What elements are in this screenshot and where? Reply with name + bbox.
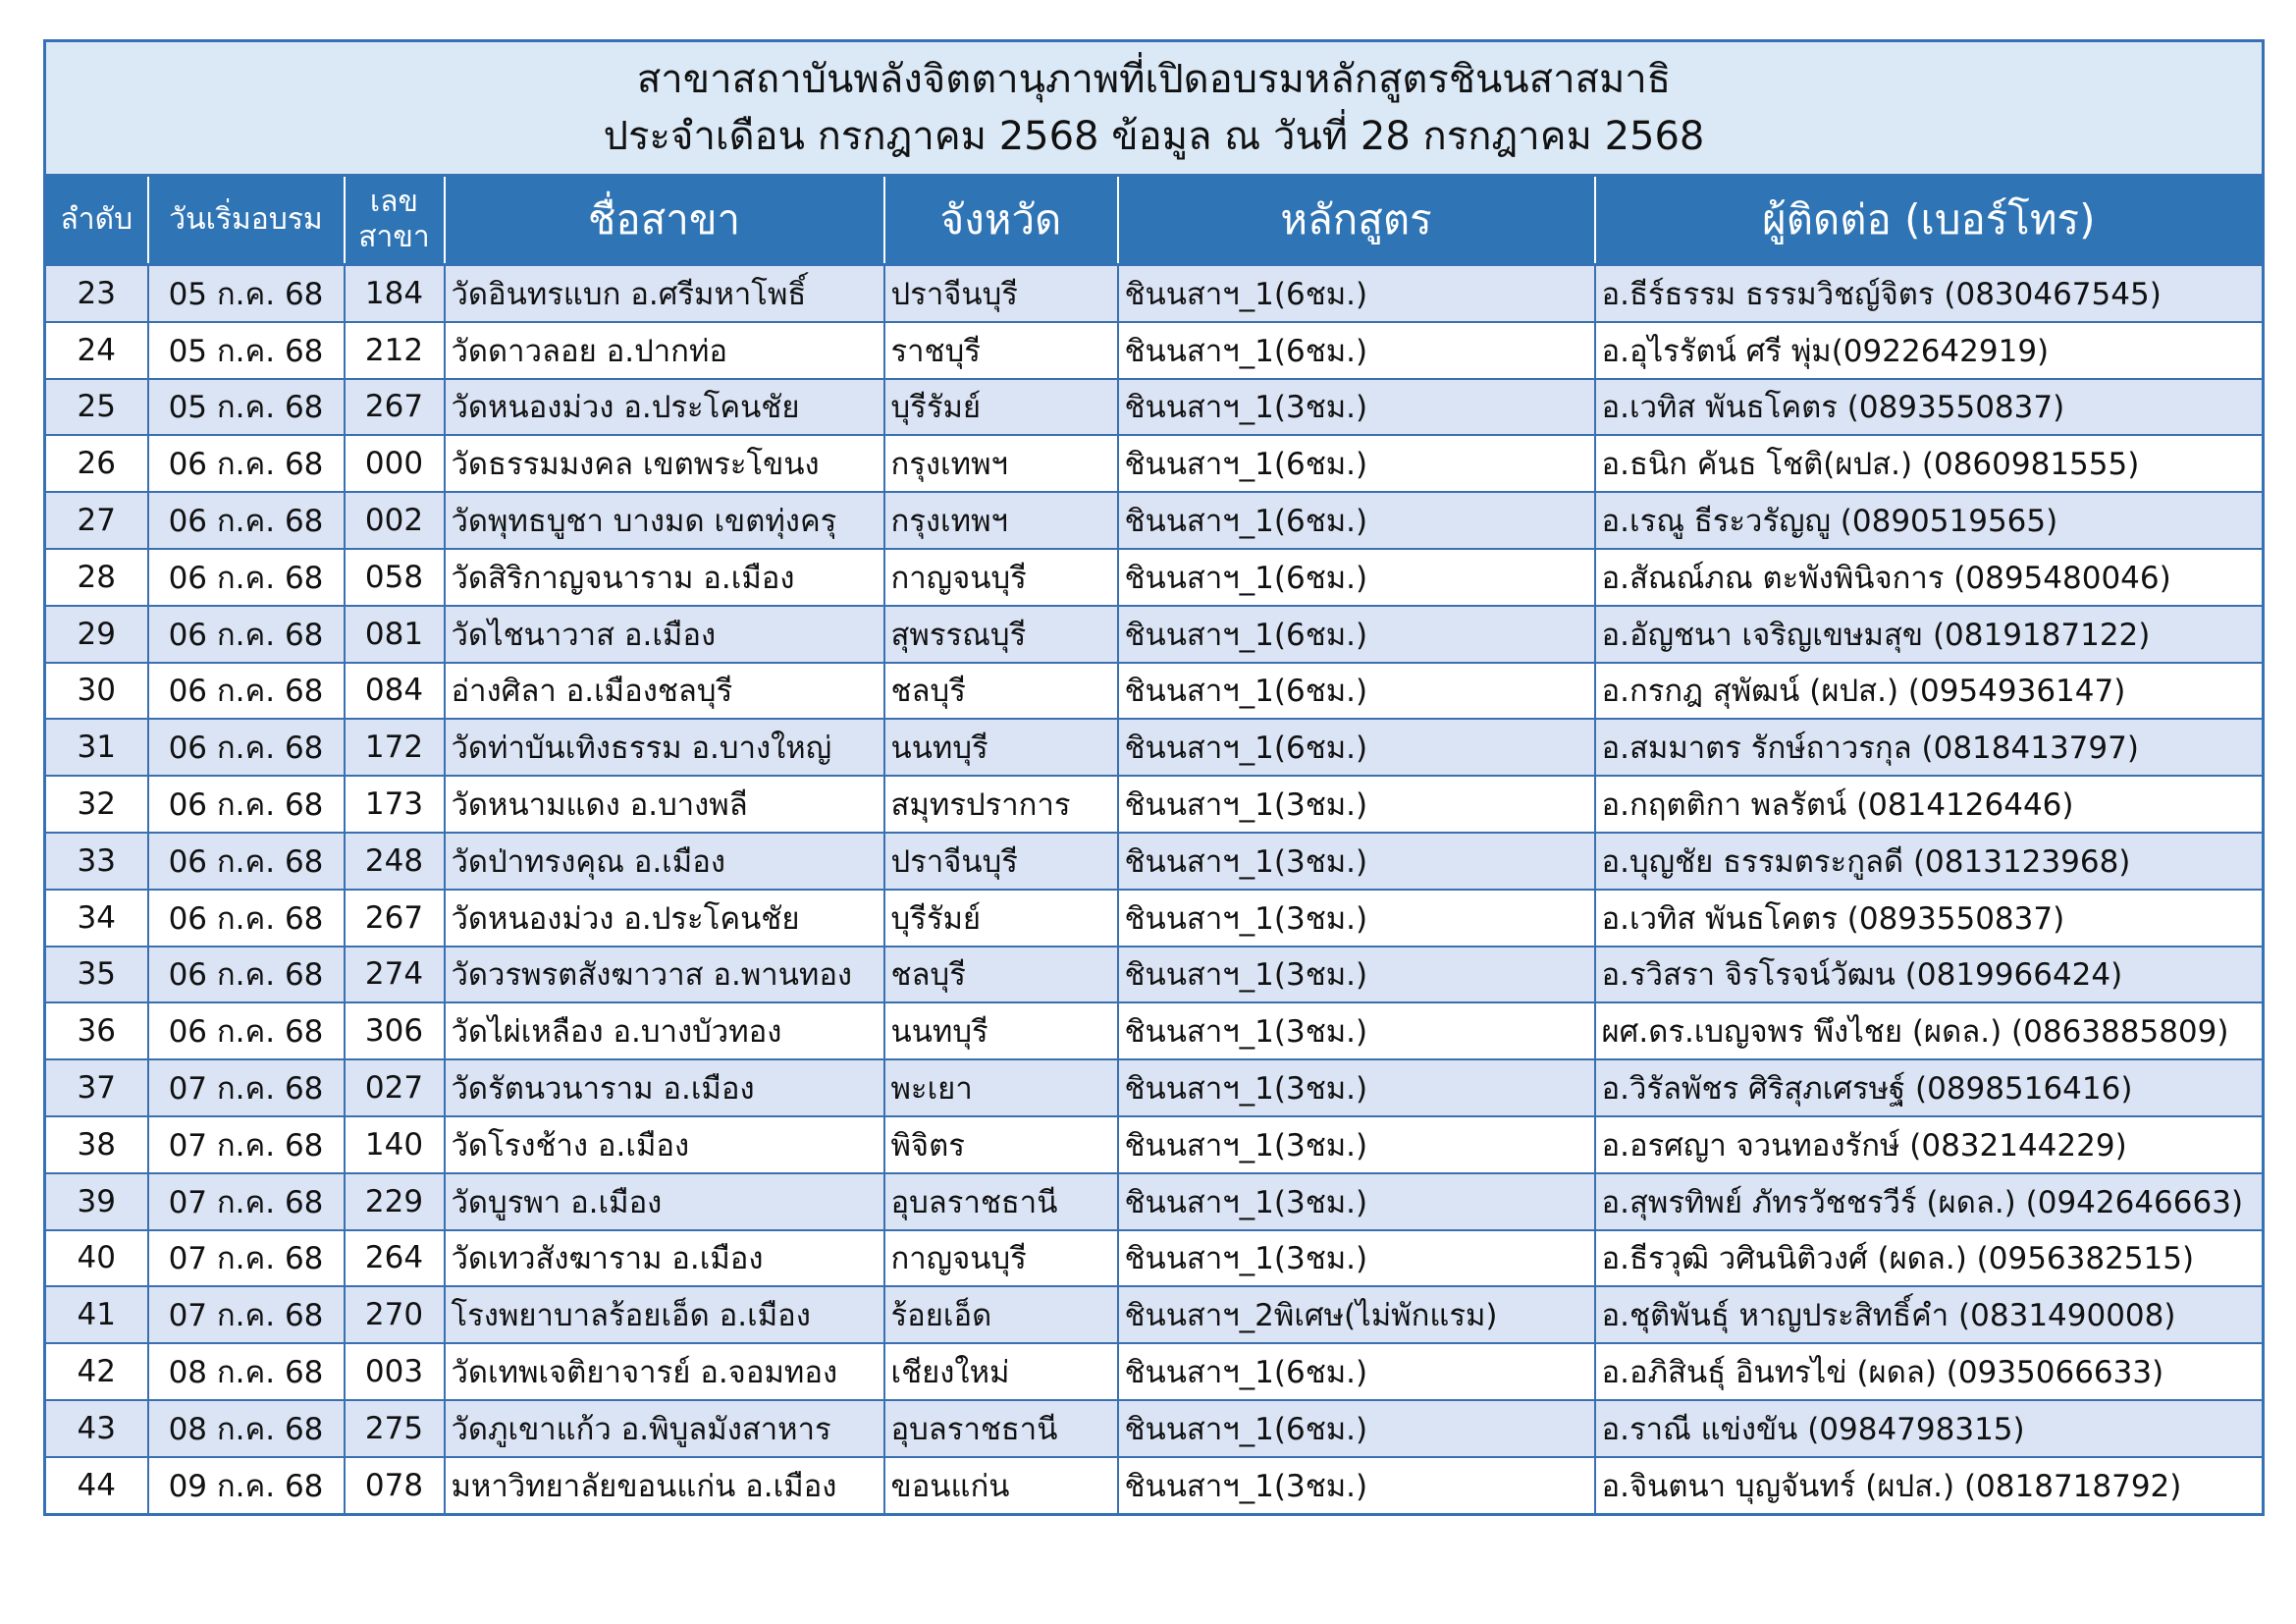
- header-branch: ชื่อสาขา: [445, 176, 884, 265]
- cell-course: ชินนสาฯ_1(3ชม.): [1118, 1230, 1595, 1287]
- cell-branch: มหาวิทยาลัยขอนแก่น อ.เมือง: [445, 1457, 884, 1514]
- cell-course: ชินนสาฯ_1(6ชม.): [1118, 719, 1595, 776]
- table-row: [45, 1400, 2264, 1457]
- cell-course: ชินนสาฯ_1(3ชม.): [1118, 1173, 1595, 1230]
- cell-province: ขอนแก่น: [884, 1457, 1118, 1514]
- cell-branch: วัดไชนาวาส อ.เมือง: [445, 606, 884, 663]
- cell-no: 32: [45, 776, 148, 833]
- cell-date: 09 ก.ค. 68: [148, 1457, 345, 1514]
- table-row: [45, 1457, 2264, 1514]
- cell-province: บุรีรัมย์: [884, 379, 1118, 436]
- table-row: [45, 719, 2264, 776]
- table-row: [45, 1002, 2264, 1059]
- cell-contact: อ.เรณู ธีระวรัญญู (0890519565): [1595, 492, 2264, 549]
- header-course: หลักสูตร: [1118, 176, 1595, 265]
- cell-code: 081: [345, 606, 445, 663]
- header-code: [345, 176, 445, 265]
- cell-no: 36: [45, 1002, 148, 1059]
- cell-province: เชียงใหม่: [884, 1343, 1118, 1400]
- cell-branch: วัดบูรพา อ.เมือง: [445, 1173, 884, 1230]
- cell-course: ชินนสาฯ_1(6ชม.): [1118, 663, 1595, 720]
- cell-code: 267: [345, 379, 445, 436]
- cell-course: ชินนสาฯ_1(6ชม.): [1118, 1343, 1595, 1400]
- cell-contact: อ.กฤตติกา พลรัตน์ (0814126446): [1595, 776, 2264, 833]
- cell-no: 42: [45, 1343, 148, 1400]
- cell-date: 05 ก.ค. 68: [148, 265, 345, 322]
- cell-contact: อ.เวทิส พันธโคตร (0893550837): [1595, 379, 2264, 436]
- cell-no: 31: [45, 719, 148, 776]
- cell-contact: อ.สัณณ์ภณ ตะพังพินิจการ (0895480046): [1595, 549, 2264, 606]
- table-row: [45, 947, 2264, 1003]
- cell-province: ปราจีนบุรี: [884, 833, 1118, 890]
- cell-course: ชินนสาฯ_1(6ชม.): [1118, 606, 1595, 663]
- cell-branch: วัดป่าทรงคุณ อ.เมือง: [445, 833, 884, 890]
- cell-code: 212: [345, 322, 445, 379]
- cell-date: 06 ก.ค. 68: [148, 435, 345, 492]
- cell-course: ชินนสาฯ_1(3ชม.): [1118, 1457, 1595, 1514]
- table-row: [45, 1230, 2264, 1287]
- cell-contact: อ.อรศญา จวนทองรักษ์ (0832144229): [1595, 1116, 2264, 1173]
- cell-code: 027: [345, 1059, 445, 1116]
- table-row: [45, 1286, 2264, 1343]
- cell-province: สมุทรปราการ: [884, 776, 1118, 833]
- cell-branch: อ่างศิลา อ.เมืองชลบุรี: [445, 663, 884, 720]
- cell-no: 40: [45, 1230, 148, 1287]
- cell-branch: วัดอินทรแบก อ.ศรีมหาโพธิ์: [445, 265, 884, 322]
- header-date: วันเริ่มอบรม: [148, 176, 345, 265]
- cell-branch: วัดเทวสังฆาราม อ.เมือง: [445, 1230, 884, 1287]
- cell-province: นนทบุรี: [884, 719, 1118, 776]
- cell-province: ชลบุรี: [884, 663, 1118, 720]
- cell-code: 173: [345, 776, 445, 833]
- cell-course: ชินนสาฯ_1(6ชม.): [1118, 322, 1595, 379]
- cell-no: 44: [45, 1457, 148, 1514]
- table-row: [45, 549, 2264, 606]
- cell-date: 06 ก.ค. 68: [148, 492, 345, 549]
- cell-province: กาญจนบุรี: [884, 549, 1118, 606]
- cell-code: 267: [345, 890, 445, 947]
- cell-contact: อ.จินตนา บุญจันทร์ (ผปส.) (0818718792): [1595, 1457, 2264, 1514]
- cell-contact: อ.ราณี แข่งขัน (0984798315): [1595, 1400, 2264, 1457]
- cell-no: 30: [45, 663, 148, 720]
- cell-province: นนทบุรี: [884, 1002, 1118, 1059]
- cell-date: 07 ก.ค. 68: [148, 1173, 345, 1230]
- cell-date: 07 ก.ค. 68: [148, 1286, 345, 1343]
- cell-no: 23: [45, 265, 148, 322]
- cell-date: 06 ก.ค. 68: [148, 1002, 345, 1059]
- cell-province: ราชบุรี: [884, 322, 1118, 379]
- cell-province: ชลบุรี: [884, 947, 1118, 1003]
- table-row: [45, 322, 2264, 379]
- cell-branch: วัดโรงช้าง อ.เมือง: [445, 1116, 884, 1173]
- cell-course: ชินนสาฯ_1(3ชม.): [1118, 379, 1595, 436]
- cell-course: ชินนสาฯ_1(3ชม.): [1118, 1059, 1595, 1116]
- cell-no: 38: [45, 1116, 148, 1173]
- cell-branch: วัดธรรมมงคล เขตพระโขนง: [445, 435, 884, 492]
- cell-branch: วัดหนองม่วง อ.ประโคนชัย: [445, 890, 884, 947]
- cell-contact: อ.รวิสรา จิรโรจน์วัฒน (0819966424): [1595, 947, 2264, 1003]
- cell-course: ชินนสาฯ_1(3ชม.): [1118, 947, 1595, 1003]
- schedule-sheet: [43, 39, 2262, 1516]
- table-row: [45, 776, 2264, 833]
- cell-code: 306: [345, 1002, 445, 1059]
- cell-branch: วัดพุทธบูชา บางมด เขตทุ่งครุ: [445, 492, 884, 549]
- cell-contact: อ.บุญชัย ธรรมตระกูลดี (0813123968): [1595, 833, 2264, 890]
- cell-contact: อ.ชุติพันธุ์ หาญประสิทธิ์คำ (0831490008): [1595, 1286, 2264, 1343]
- cell-no: 24: [45, 322, 148, 379]
- cell-contact: อ.กรกฎ สุพัฒน์ (ผปส.) (0954936147): [1595, 663, 2264, 720]
- cell-contact: ผศ.ดร.เบญจพร พึงไชย (ผดล.) (0863885809): [1595, 1002, 2264, 1059]
- cell-province: สุพรรณบุรี: [884, 606, 1118, 663]
- title-line-2: ประจำเดือน กรกฎาคม 2568 ข้อมูล ณ วันที่ 28 กรกฎาคม 2568: [603, 114, 1705, 159]
- cell-contact: อ.วิรัลพัชร ศิริสุภเศรษฐ์ (0898516416): [1595, 1059, 2264, 1116]
- cell-no: 41: [45, 1286, 148, 1343]
- cell-contact: อ.ธีรวุฒิ วศินนิติวงศ์ (ผดล.) (0956382515): [1595, 1230, 2264, 1287]
- cell-date: 06 ก.ค. 68: [148, 719, 345, 776]
- cell-course: ชินนสาฯ_1(3ชม.): [1118, 890, 1595, 947]
- cell-province: บุรีรัมย์: [884, 890, 1118, 947]
- cell-branch: วัดไผ่เหลือง อ.บางบัวทอง: [445, 1002, 884, 1059]
- table-row: [45, 833, 2264, 890]
- cell-code: 229: [345, 1173, 445, 1230]
- cell-province: กรุงเทพฯ: [884, 492, 1118, 549]
- cell-no: 34: [45, 890, 148, 947]
- cell-course: ชินนสาฯ_1(3ชม.): [1118, 833, 1595, 890]
- cell-code: 000: [345, 435, 445, 492]
- table-row: [45, 890, 2264, 947]
- schedule-table: [43, 39, 2265, 1516]
- header-row: [45, 176, 2264, 265]
- cell-date: 06 ก.ค. 68: [148, 549, 345, 606]
- cell-contact: อ.ธีร์ธรรม ธรรมวิชญ์จิตร (0830467545): [1595, 265, 2264, 322]
- cell-no: 43: [45, 1400, 148, 1457]
- cell-date: 08 ก.ค. 68: [148, 1343, 345, 1400]
- table-row: [45, 492, 2264, 549]
- cell-date: 06 ก.ค. 68: [148, 890, 345, 947]
- cell-course: ชินนสาฯ_1(6ชม.): [1118, 265, 1595, 322]
- cell-code: 275: [345, 1400, 445, 1457]
- cell-code: 270: [345, 1286, 445, 1343]
- cell-code: 078: [345, 1457, 445, 1514]
- cell-branch: วัดหนามแดง อ.บางพลี: [445, 776, 884, 833]
- cell-no: 25: [45, 379, 148, 436]
- cell-course: ชินนสาฯ_1(3ชม.): [1118, 776, 1595, 833]
- cell-contact: อ.อุไรรัตน์ ศรี พุ่ม(0922642919): [1595, 322, 2264, 379]
- cell-branch: วัดภูเขาแก้ว อ.พิบูลมังสาหาร: [445, 1400, 884, 1457]
- cell-course: ชินนสาฯ_1(6ชม.): [1118, 549, 1595, 606]
- cell-contact: อ.เวทิส พันธโคตร (0893550837): [1595, 890, 2264, 947]
- cell-province: อุบลราชธานี: [884, 1400, 1118, 1457]
- cell-date: 07 ก.ค. 68: [148, 1230, 345, 1287]
- cell-no: 33: [45, 833, 148, 890]
- cell-province: อุบลราชธานี: [884, 1173, 1118, 1230]
- cell-branch: โรงพยาบาลร้อยเอ็ด อ.เมือง: [445, 1286, 884, 1343]
- cell-no: 39: [45, 1173, 148, 1230]
- cell-date: 07 ก.ค. 68: [148, 1059, 345, 1116]
- cell-branch: วัดสิริกาญจนาราม อ.เมือง: [445, 549, 884, 606]
- header-contact: ผู้ติดต่อ (เบอร์โทร): [1595, 176, 2264, 265]
- cell-code: 058: [345, 549, 445, 606]
- cell-branch: วัดหนองม่วง อ.ประโคนชัย: [445, 379, 884, 436]
- cell-contact: อ.ธนิก คันธ โชติ(ผปส.) (0860981555): [1595, 435, 2264, 492]
- cell-province: ร้อยเอ็ด: [884, 1286, 1118, 1343]
- title-row: [45, 41, 2264, 176]
- cell-province: พะเยา: [884, 1059, 1118, 1116]
- table-row: [45, 435, 2264, 492]
- cell-contact: อ.อัญชนา เจริญเขษมสุข (0819187122): [1595, 606, 2264, 663]
- table-title: [45, 41, 2264, 176]
- cell-no: 28: [45, 549, 148, 606]
- cell-date: 06 ก.ค. 68: [148, 776, 345, 833]
- cell-province: ปราจีนบุรี: [884, 265, 1118, 322]
- cell-no: 26: [45, 435, 148, 492]
- cell-date: 06 ก.ค. 68: [148, 833, 345, 890]
- cell-code: 248: [345, 833, 445, 890]
- cell-province: กาญจนบุรี: [884, 1230, 1118, 1287]
- table-row: [45, 1116, 2264, 1173]
- cell-code: 140: [345, 1116, 445, 1173]
- header-code-line1: เลข: [369, 185, 419, 219]
- table-row: [45, 663, 2264, 720]
- cell-no: 35: [45, 947, 148, 1003]
- cell-no: 37: [45, 1059, 148, 1116]
- cell-code: 003: [345, 1343, 445, 1400]
- table-row: [45, 265, 2264, 322]
- cell-course: ชินนสาฯ_1(6ชม.): [1118, 435, 1595, 492]
- cell-code: 274: [345, 947, 445, 1003]
- cell-code: 264: [345, 1230, 445, 1287]
- table-row: [45, 606, 2264, 663]
- cell-branch: วัดวรพรตสังฆาวาส อ.พานทอง: [445, 947, 884, 1003]
- cell-course: ชินนสาฯ_2พิเศษ(ไม่พักแรม): [1118, 1286, 1595, 1343]
- title-line-1: สาขาสถาบันพลังจิตตานุภาพที่เปิดอบรมหลักสูตรชินนสาสมาธิ: [636, 57, 1672, 102]
- cell-code: 002: [345, 492, 445, 549]
- header-no: ลำดับ: [45, 176, 148, 265]
- cell-branch: วัดท่าบันเทิงธรรม อ.บางใหญ่: [445, 719, 884, 776]
- cell-contact: อ.สมมาตร รักษ์ถาวรกุล (0818413797): [1595, 719, 2264, 776]
- cell-date: 07 ก.ค. 68: [148, 1116, 345, 1173]
- header-province: จังหวัด: [884, 176, 1118, 265]
- table-row: [45, 1059, 2264, 1116]
- cell-branch: วัดรัตนวนาราม อ.เมือง: [445, 1059, 884, 1116]
- cell-code: 084: [345, 663, 445, 720]
- table-body: [45, 265, 2264, 1515]
- cell-date: 05 ก.ค. 68: [148, 379, 345, 436]
- cell-course: ชินนสาฯ_1(3ชม.): [1118, 1002, 1595, 1059]
- cell-course: ชินนสาฯ_1(6ชม.): [1118, 492, 1595, 549]
- cell-code: 172: [345, 719, 445, 776]
- cell-branch: วัดดาวลอย อ.ปากท่อ: [445, 322, 884, 379]
- cell-date: 06 ก.ค. 68: [148, 606, 345, 663]
- cell-date: 06 ก.ค. 68: [148, 947, 345, 1003]
- cell-no: 27: [45, 492, 148, 549]
- cell-branch: วัดเทพเจติยาจารย์ อ.จอมทอง: [445, 1343, 884, 1400]
- cell-contact: อ.สุพรทิพย์ ภัทรวัชชรวีร์ (ผดล.) (0942646663): [1595, 1173, 2264, 1230]
- cell-date: 05 ก.ค. 68: [148, 322, 345, 379]
- cell-date: 08 ก.ค. 68: [148, 1400, 345, 1457]
- cell-date: 06 ก.ค. 68: [148, 663, 345, 720]
- cell-code: 184: [345, 265, 445, 322]
- table-row: [45, 1173, 2264, 1230]
- cell-course: ชินนสาฯ_1(6ชม.): [1118, 1400, 1595, 1457]
- cell-no: 29: [45, 606, 148, 663]
- cell-course: ชินนสาฯ_1(3ชม.): [1118, 1116, 1595, 1173]
- cell-province: พิจิตร: [884, 1116, 1118, 1173]
- cell-contact: อ.อภิสินธุ์ อินทรไข่ (ผดล) (0935066633): [1595, 1343, 2264, 1400]
- header-code-line2: สาขา: [358, 220, 430, 254]
- table-row: [45, 379, 2264, 436]
- cell-province: กรุงเทพฯ: [884, 435, 1118, 492]
- table-row: [45, 1343, 2264, 1400]
